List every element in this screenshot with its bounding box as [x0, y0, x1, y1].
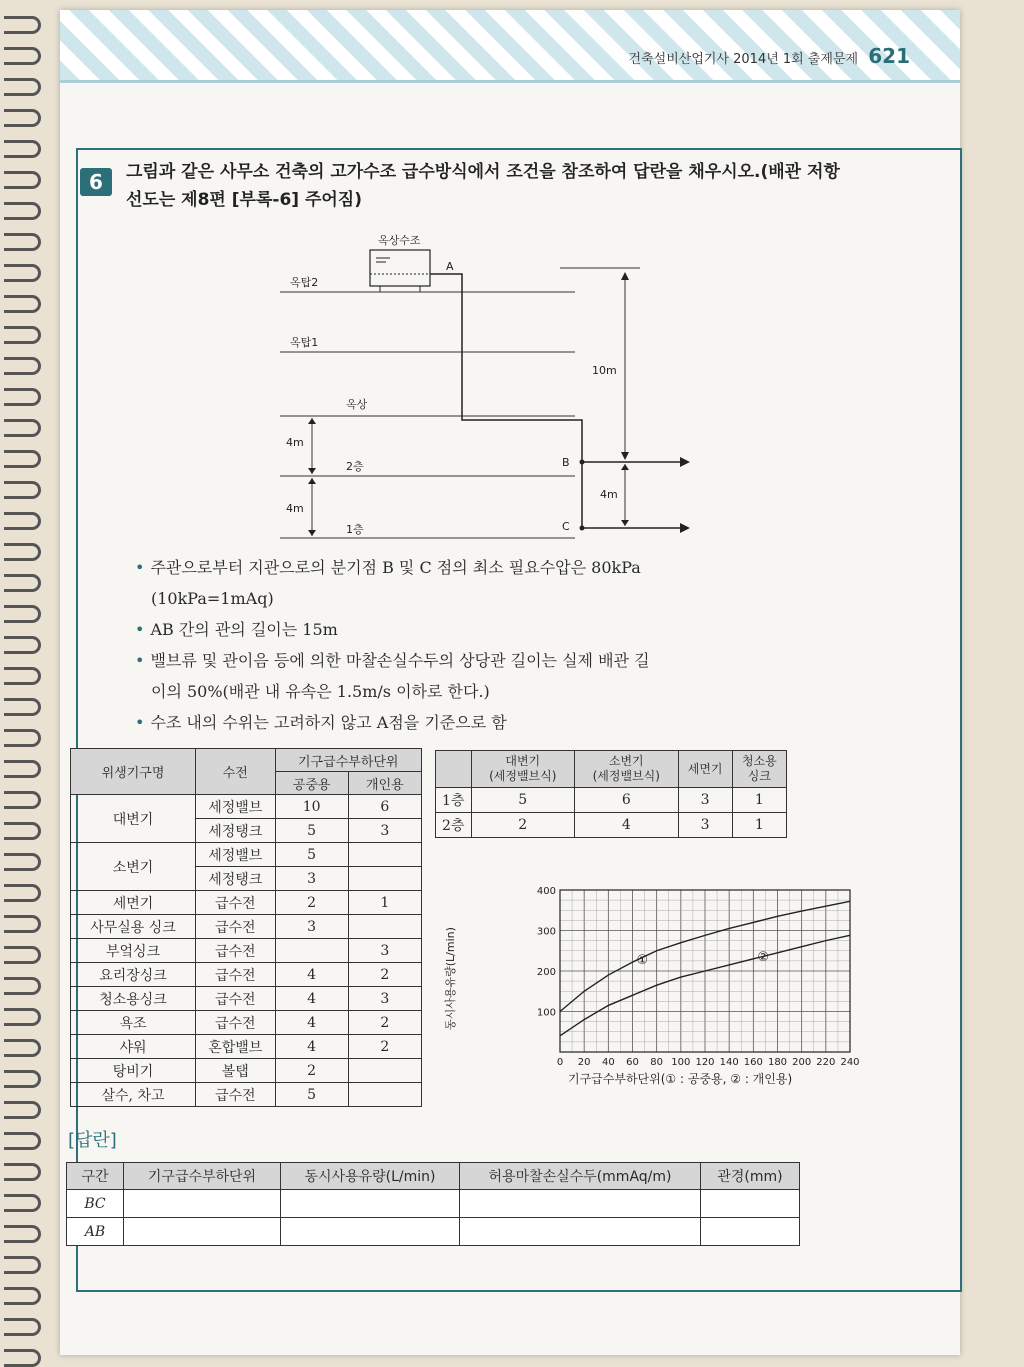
- tank-label: 옥상수조: [378, 234, 421, 247]
- answer-row-bc: BC: [67, 1190, 800, 1218]
- dim-10m: 10m: [592, 364, 617, 377]
- table-row: 사무실용 싱크 급수전 3: [71, 915, 422, 939]
- x-tick-label: 20: [577, 1057, 591, 1068]
- binding-ring: [4, 760, 41, 778]
- col-unit: 기구급수부하단위: [275, 749, 421, 772]
- x-tick-label: 140: [719, 1057, 739, 1068]
- binding-ring: [4, 1101, 41, 1119]
- binding-ring: [4, 264, 41, 282]
- x-tick-label: 200: [792, 1057, 812, 1068]
- binding-ring: [4, 1132, 41, 1150]
- binding-ring: [4, 884, 41, 902]
- point-b: B: [562, 456, 570, 469]
- floor-fixture-table: [435, 750, 787, 838]
- x-tick-label: 120: [695, 1057, 715, 1068]
- binding-ring: [4, 729, 41, 747]
- question-number-badge: 6: [80, 168, 112, 196]
- answer-cell[interactable]: [124, 1190, 281, 1218]
- binding-ring: [4, 915, 41, 933]
- floor-col-urinal: 소변기 (세정밸브식): [575, 751, 679, 788]
- binding-ring: [4, 667, 41, 685]
- binding-ring: [4, 512, 41, 530]
- binding-ring: [4, 1287, 41, 1305]
- answer-col-unit: 기구급수부하단위: [124, 1163, 281, 1190]
- col-private: 개인용: [348, 772, 421, 795]
- point-c: C: [562, 520, 570, 533]
- binding-ring: [4, 357, 41, 375]
- series-label-2: ②: [757, 949, 769, 965]
- answer-col-friction: 허용마찰손실수두(mmAq/m): [460, 1163, 701, 1190]
- binding-ring: [4, 946, 41, 964]
- binding-ring: [4, 1163, 41, 1181]
- table-row: 세면기 급수전 2 1: [71, 891, 422, 915]
- binding-ring: [4, 574, 41, 592]
- table-row: 샤워 혼합밸브 4 2: [71, 1035, 422, 1059]
- binding-ring: [4, 1070, 41, 1088]
- floor-label-1f: 1층: [346, 523, 364, 536]
- rooftop-tank: [370, 250, 430, 286]
- answer-cell[interactable]: [281, 1190, 460, 1218]
- piping-diagram: [220, 228, 700, 548]
- y-tick-label: 300: [536, 926, 556, 938]
- floor-label-ph1: 옥탑1: [290, 336, 319, 349]
- y-tick-label: 200: [536, 967, 556, 978]
- x-tick-label: 40: [601, 1057, 615, 1068]
- x-tick-label: 60: [626, 1057, 639, 1068]
- table-row: 대변기 세정밸브 10 6: [71, 795, 422, 819]
- header-title: 건축설비산업기사 2014년 1회 출제문제: [628, 52, 859, 67]
- header-band: [60, 10, 960, 83]
- table-row: 소변기 세정밸브 5: [71, 843, 422, 867]
- condition-item-cont: (10kPa=1mAq): [151, 589, 274, 608]
- answer-cell[interactable]: [701, 1218, 800, 1246]
- binding-ring: [4, 481, 41, 499]
- table-row: 부엌싱크 급수전 3: [71, 939, 422, 963]
- table-row: 1층 5 6 3 1: [436, 788, 787, 813]
- binding-ring: [4, 109, 41, 127]
- binding-ring: [4, 1194, 41, 1212]
- binding-ring: [4, 419, 41, 437]
- binding-ring: [4, 233, 41, 251]
- binding-ring: [4, 171, 41, 189]
- floor-col-lavatory: 세면기: [678, 751, 732, 788]
- spiral-binding: [0, 0, 40, 1365]
- binding-ring: [4, 450, 41, 468]
- binding-ring: [4, 295, 41, 313]
- answer-cell[interactable]: [460, 1218, 701, 1246]
- answer-title: [답란]: [68, 1130, 117, 1151]
- answer-row-ab: AB: [67, 1218, 800, 1246]
- flow-rate-chart: [440, 880, 880, 1095]
- answer-cell[interactable]: [701, 1190, 800, 1218]
- col-fixture-name: 위생기구명: [71, 749, 196, 795]
- answer-col-flow: 동시사용유량(L/min): [281, 1163, 460, 1190]
- binding-ring: [4, 605, 41, 623]
- condition-item: • 주관으로부터 지관으로의 분기점 B 및 C 점의 최소 필요수압은 80kPa: [135, 558, 641, 577]
- binding-ring: [4, 326, 41, 344]
- binding-ring: [4, 202, 41, 220]
- binding-ring: [4, 1349, 41, 1367]
- answer-col-diameter: 관경(mm): [701, 1163, 800, 1190]
- question-text: 그림과 같은 사무소 건축의 고가수조 급수방식에서 조건을 참조하여 답란을 채우시오.(배관 저항선도는 제8편 [부록-6] 주어짐): [126, 162, 840, 210]
- x-tick-label: 80: [650, 1057, 664, 1068]
- answer-cell[interactable]: [281, 1218, 460, 1246]
- binding-ring: [4, 698, 41, 716]
- table-row: 세정탱크 3: [71, 867, 422, 891]
- binding-ring: [4, 1225, 41, 1243]
- binding-ring: [4, 140, 41, 158]
- condition-item-cont: 이의 50%(배관 내 유속은 1.5m/s 이하로 한다.): [151, 682, 490, 701]
- fixture-unit-table: [70, 748, 422, 1107]
- binding-ring: [4, 78, 41, 96]
- binding-ring: [4, 1039, 41, 1057]
- floor-label-roof: 옥상: [346, 398, 368, 411]
- binding-ring: [4, 636, 41, 654]
- binding-ring: [4, 791, 41, 809]
- y-tick-label: 100: [536, 1007, 556, 1019]
- floor-label-2f: 2층: [346, 460, 364, 473]
- floor-col-sink: 청소용 싱크: [732, 751, 786, 788]
- dim-4m-upper: 4m: [286, 436, 304, 449]
- binding-ring: [4, 977, 41, 995]
- floor-label-ph2: 옥탑2: [290, 276, 319, 289]
- x-tick-label: 220: [816, 1057, 836, 1068]
- page-header: [629, 44, 910, 68]
- floor-col-blank: [436, 751, 472, 788]
- chart-xlabel: 기구급수부하단위(① : 공중용, ② : 개인용): [568, 1072, 793, 1086]
- table-row: 욕조 급수전 4 2: [71, 1011, 422, 1035]
- binding-ring: [4, 543, 41, 561]
- binding-ring: [4, 47, 41, 65]
- x-tick-label: 160: [743, 1057, 763, 1068]
- conditions-list: [135, 552, 855, 738]
- dim-4m-bc: 4m: [600, 488, 618, 501]
- x-tick-label: 0: [556, 1057, 564, 1068]
- table-row: 2층 2 4 3 1: [436, 813, 787, 838]
- x-tick-label: 240: [840, 1057, 860, 1068]
- binding-ring: [4, 1318, 41, 1336]
- x-tick-label: 180: [767, 1057, 788, 1068]
- answer-col-section: 구간: [67, 1163, 124, 1190]
- table-row: 청소용싱크 급수전 4 3: [71, 987, 422, 1011]
- binding-ring: [4, 822, 41, 840]
- chart-ylabel: 동시사용유량(L/min): [444, 927, 457, 1030]
- y-tick-label: 400: [536, 886, 556, 897]
- col-public: 공중용: [275, 772, 348, 795]
- series-label-1: ①: [636, 953, 649, 969]
- table-row: 세정탱크 5 3: [71, 819, 422, 843]
- col-faucet: 수전: [196, 749, 276, 795]
- answer-cell[interactable]: [460, 1190, 701, 1218]
- answer-cell[interactable]: [124, 1218, 281, 1246]
- answer-table: [66, 1162, 800, 1246]
- x-tick-label: 100: [671, 1057, 691, 1068]
- dim-4m-lower: 4m: [286, 502, 304, 515]
- condition-item: • AB 간의 관의 길이는 15m: [135, 620, 338, 639]
- table-row: 살수, 차고 급수전 5: [71, 1083, 422, 1107]
- condition-item: • 수조 내의 수위는 고려하지 않고 A점을 기준으로 함: [135, 713, 507, 732]
- page-number: 621: [868, 44, 910, 68]
- binding-ring: [4, 16, 41, 34]
- table-row: 탕비기 볼탭 2: [71, 1059, 422, 1083]
- binding-ring: [4, 388, 41, 406]
- binding-ring: [4, 1008, 41, 1026]
- supply-pipe: [430, 274, 680, 528]
- floor-col-wc: 대변기 (세정밸브식): [471, 751, 575, 788]
- binding-ring: [4, 1256, 41, 1274]
- table-row: 요리장싱크 급수전 4 2: [71, 963, 422, 987]
- condition-item: • 밸브류 및 관이음 등에 의한 마찰손실수두의 상당관 길이는 실제 배관 길: [135, 651, 650, 670]
- point-a: A: [446, 260, 454, 273]
- binding-ring: [4, 853, 41, 871]
